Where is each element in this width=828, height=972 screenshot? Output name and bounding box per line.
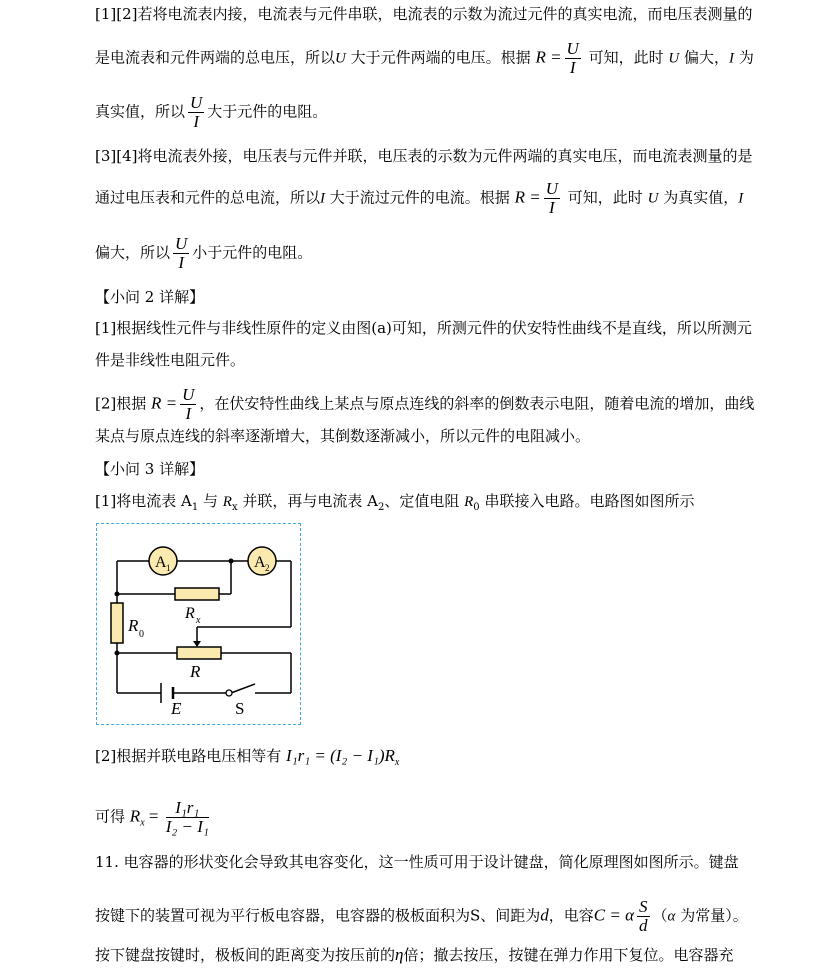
text: 可知，此时 xyxy=(567,188,643,207)
r-symbol: R xyxy=(129,806,141,826)
label-e: E xyxy=(171,699,182,718)
sub3-line2 xyxy=(95,746,735,773)
fraction-s-over-d xyxy=(637,898,650,935)
text: 倍；撤去按压，按键在弹力作用下复位。电容器充 xyxy=(403,946,734,964)
para1-line1: [1][2]若将电流表内接，电流表与元件串联，电流表的示数为流过元件的真实电流，而电压表测量的 xyxy=(95,5,753,23)
text: 为真实值， xyxy=(663,188,739,207)
text: 为常量）。 xyxy=(675,906,748,925)
numerator: U xyxy=(545,179,558,198)
switch-pivot xyxy=(226,690,232,696)
r-equals: R = xyxy=(535,47,562,67)
fraction-rx xyxy=(166,799,209,836)
label-a1: A xyxy=(155,554,167,571)
text: 大于流过元件的电流。根据 xyxy=(329,188,510,207)
denominator: I₂ − I₁ xyxy=(165,817,209,836)
q11-line3 xyxy=(95,945,735,965)
symbol-alpha: α xyxy=(667,908,676,925)
c-equals: C = α xyxy=(593,905,635,925)
junction-dot xyxy=(115,651,120,656)
text: ，在伏安特性曲线上某点与原点连线的斜率的倒数表示电阻，随着电流的增加，曲线 xyxy=(199,394,755,413)
text: [2]根据并联电路电压相等有 xyxy=(95,747,282,765)
text: 可得 xyxy=(95,807,126,826)
subscript: 1 xyxy=(191,502,199,513)
subscript: x xyxy=(231,502,238,513)
symbol-r: R xyxy=(222,494,232,510)
text: 为 xyxy=(738,48,754,67)
label-rx: R xyxy=(185,605,195,622)
fraction-u-over-i xyxy=(544,180,560,217)
slider-arrow xyxy=(193,641,201,647)
junction-dot xyxy=(115,592,120,597)
text: 可知，此时 xyxy=(588,48,664,67)
text: 、定值电阻 xyxy=(384,492,465,510)
denominator: I xyxy=(549,198,555,217)
text: 并联，再与电流表 A xyxy=(237,492,378,510)
denominator: I xyxy=(193,112,199,131)
numerator: U xyxy=(175,234,188,253)
text: 真实值，所以 xyxy=(95,102,186,121)
fraction-u-over-i xyxy=(565,40,581,77)
subscript: 0 xyxy=(473,502,480,513)
circuit-svg xyxy=(97,524,299,723)
subscript: 2 xyxy=(377,502,385,513)
text: 串联接入电路。电路图如图所示 xyxy=(479,492,695,510)
numerator: U xyxy=(566,39,579,58)
text: ，电容 xyxy=(548,906,594,925)
sub2-line4: 某点与原点连线的斜率逐渐增大，其倒数逐渐减小，所以元件的电阻减小。 xyxy=(95,427,591,445)
sub3-line3: 可得 $R_x$ = $\frac{\text{I₁r₁}}{\text{I₂ − I₁}}$ xyxy=(95,798,209,836)
sub2-line2: 件是非线性电阻元件。 xyxy=(95,351,246,369)
text: 与 xyxy=(198,492,223,510)
label-rx-sub: x xyxy=(196,615,201,626)
para2-line3 xyxy=(95,235,735,272)
circuit-diagram xyxy=(96,523,301,725)
symbol-d: d xyxy=(540,905,549,925)
label-s: S xyxy=(235,699,245,718)
label-r: R xyxy=(190,662,201,681)
symbol-i: I xyxy=(729,50,735,67)
resistor-rx xyxy=(175,588,219,600)
symbol-u: U xyxy=(668,50,680,67)
q11-line1: 11. 电容器的形状变化会导致其电容变化，这一性质可用于设计键盘，简化原理图如图所示。键盘 xyxy=(95,853,739,871)
text: 大于元件的电阻。 xyxy=(207,102,328,121)
subscript: x xyxy=(140,817,145,829)
text: 是电流表和元件两端的总电压，所以 xyxy=(95,48,336,67)
r-equals: R = xyxy=(514,187,541,207)
sub3-heading: 【小问 3 详解】 xyxy=(95,460,205,478)
text: 小于元件的电阻。 xyxy=(192,243,313,262)
text: [1]将电流表 A xyxy=(95,492,192,510)
label-a2-sub: 2 xyxy=(265,563,270,573)
symbol-eta: η xyxy=(395,945,404,964)
sub2-line1: [1]根据线性元件与非线性原件的定义由图(a)可知，所测元件的伏安特性曲线不是直线，所以所测元 xyxy=(95,319,752,337)
denominator: I xyxy=(185,404,192,423)
para2-line2 xyxy=(95,179,744,217)
rheostat-r xyxy=(177,647,221,659)
denominator: d xyxy=(639,916,648,935)
r-equals: R = xyxy=(151,393,178,413)
numerator: I₁r₁ xyxy=(166,799,209,818)
text: 通过电压表和元件的总电流，所以 xyxy=(95,188,321,207)
text: 大于元件两端的电压。根据 xyxy=(350,48,531,67)
label-a2: A xyxy=(254,554,266,571)
symbol-u: U xyxy=(335,50,346,67)
label-a1-sub: 1 xyxy=(166,563,171,573)
numerator: U xyxy=(190,93,203,112)
denominator: I xyxy=(569,58,576,77)
symbol-i: I xyxy=(320,190,326,207)
numerator: U xyxy=(182,385,195,404)
text: 偏大，所以 xyxy=(95,243,171,262)
junction-dot xyxy=(229,559,234,564)
text: [2]根据 xyxy=(95,394,147,413)
symbol-i: I xyxy=(738,190,744,207)
subscript: x xyxy=(394,757,400,768)
resistor-r0 xyxy=(111,603,123,643)
fraction-u-over-i xyxy=(188,94,204,131)
label-r0-sub: 0 xyxy=(139,629,144,640)
text: 按下键盘按键时，极板间的距离变为按压前的 xyxy=(95,946,396,964)
q11-line2 xyxy=(95,897,748,935)
para1-line3 xyxy=(95,94,735,131)
fraction-u-over-i xyxy=(173,235,189,272)
text: （ xyxy=(652,906,668,925)
denominator: I xyxy=(178,253,184,272)
fraction-u-over-i xyxy=(180,386,196,423)
label-r0: R xyxy=(128,616,139,635)
sub3-line1 xyxy=(95,491,735,518)
equation: I₁r₁ = (I₂ − I₁)R xyxy=(286,746,395,765)
sub2-heading: 【小问 2 详解】 xyxy=(95,288,205,306)
symbol-u: U xyxy=(647,190,659,207)
text: 偏大， xyxy=(684,48,730,67)
sub2-line3 xyxy=(95,385,755,423)
para2-line1: [3][4]将电流表外接，电压表与元件并联，电压表的示数为元件两端的真实电压，而电流表测量的是 xyxy=(95,147,753,165)
para1-line2 xyxy=(95,39,754,77)
numerator: S xyxy=(639,897,648,916)
symbol-r: R xyxy=(464,494,474,510)
text: 按键下的装置可视为平行板电容器，电容器的极板面积为S、间距为 xyxy=(95,906,541,925)
